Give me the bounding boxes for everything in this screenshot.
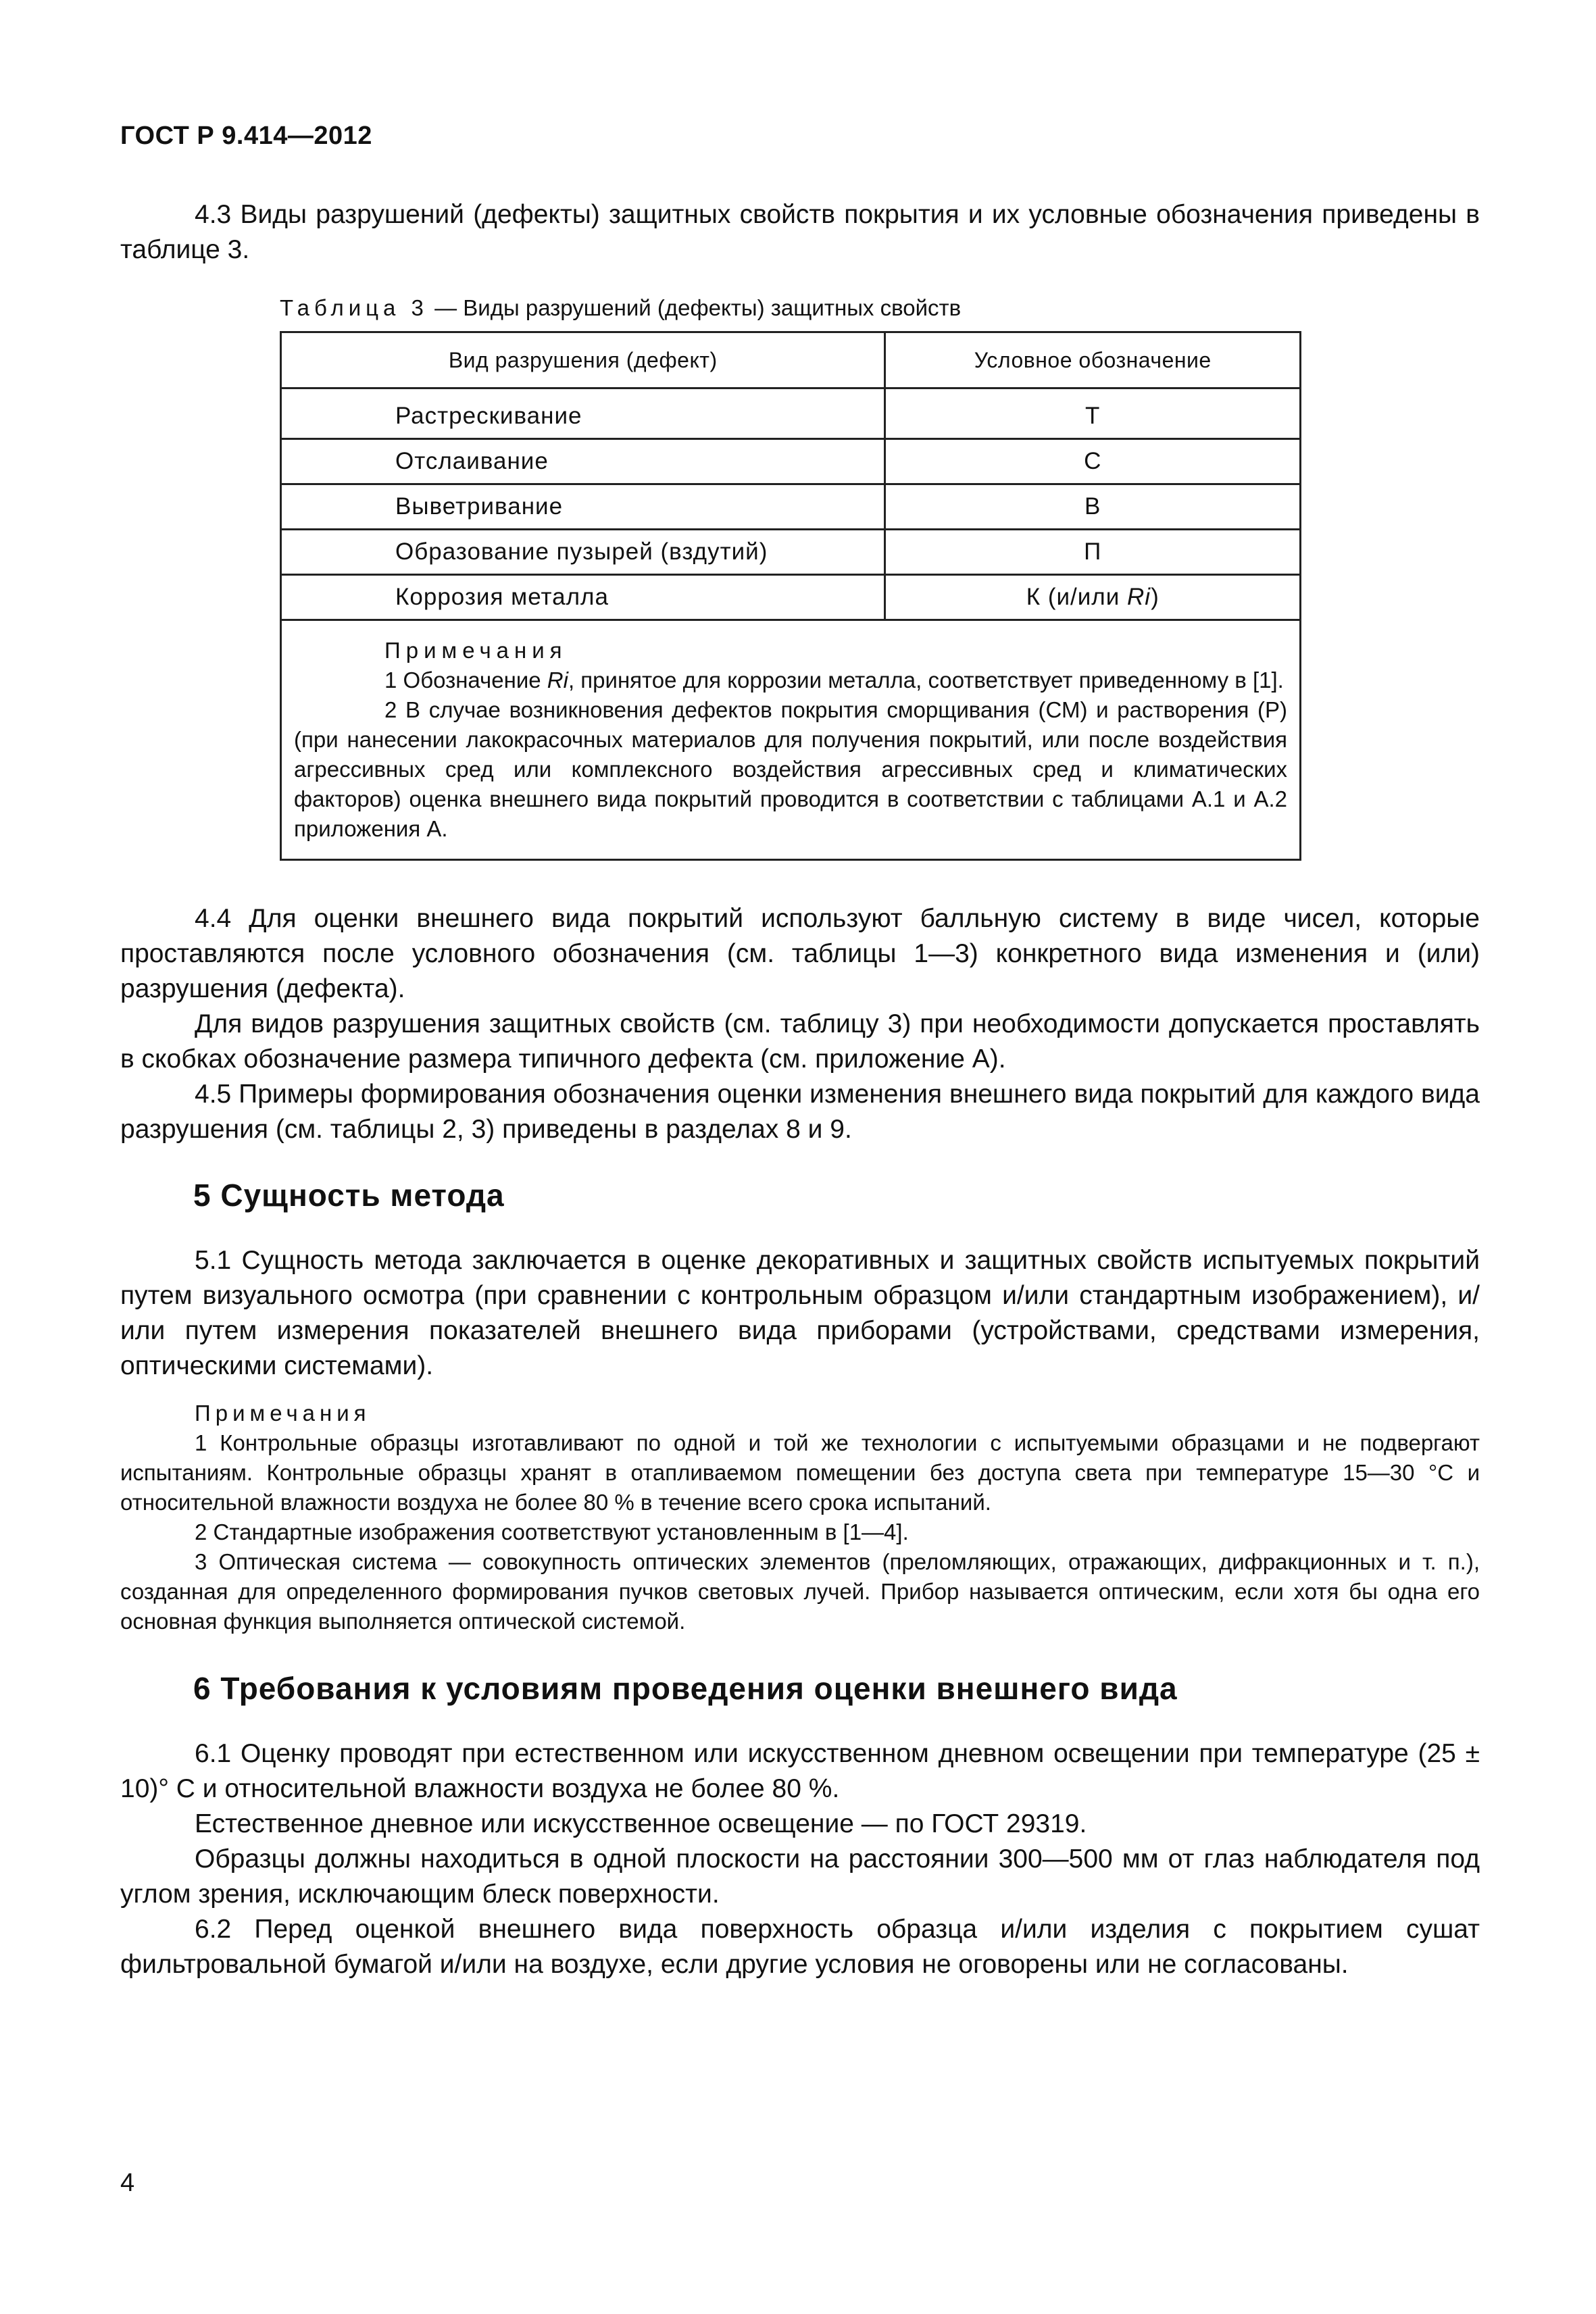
defect-name: Растрескивание [281,388,885,439]
table-row [281,575,1301,620]
defect-code: С [885,439,1301,484]
section-5-heading: 5 Сущность метода [193,1178,505,1213]
paragraph-4-3: 4.3 Виды разрушений (дефекты) защитных свойств покрытия и их условные обозначения приведены в таблице 3. [120,200,1480,264]
paragraph-6-2: 6.2 Перед оценкой внешнего вида поверхность образца и/или изделия с покрытием сушат фильтровальной бумагой и/или на воздухе, если другие условия не оговорены или не согласованы. [120,1915,1480,1979]
section-5-note-3: 3 Оптическая система — совокупность оптических элементов (преломляющих, отражающих, дифракционных и т. п.), созданная для определенного формирования пучков световых лучей. Прибор называется оптическим, если хотя бы одна его основная функция выполняется оптической системой. [120,1549,1480,1634]
defect-code [885,575,1301,620]
section-6-heading: 6 Требования к условиям проведения оценки внешнего вида [193,1671,1178,1706]
code-suffix: ) [1151,584,1159,610]
table-3 [280,331,1301,861]
paragraph-samples: Образцы должны находиться в одной плоскости на расстоянии 300—500 мм от глаз наблюдателя под углом зрения, исключающим блеск поверхности. [120,1844,1480,1909]
table-notes [281,620,1301,860]
defect-name: Отслаивание [281,439,885,484]
table-notes-row [281,620,1301,860]
defect-name: Выветривание [281,484,885,530]
table-row [281,530,1301,575]
section-5-note-1: 1 Контрольные образцы изготавливают по одной и той же технологии с испытуемыми образцами и не подвергают испытаниям. Контрольные образцы хранят в отапливаемом помещении без доступа света при температуре 15—30 °С и относительной влажности воздуха не более 80 % в течение всего срока испытаний. [120,1430,1480,1515]
paragraph-4-4-b: Для видов разрушения защитных свойств (см. таблицу 3) при необходимости допускается проставлять в скобках обозначение размера типичного дефекта (см. приложение А). [120,1009,1480,1074]
section-5-notes-title: Примечания [195,1401,371,1426]
paragraph-4-5: 4.5 Примеры формирования обозначения оценки изменения внешнего вида покрытий для каждого вида разрушения (см. таблицы 2, 3) приведены в разделах 8 и 9. [120,1080,1480,1144]
table-header-row [281,332,1301,388]
page-number: 4 [120,2169,135,2197]
table-row [281,388,1301,439]
paragraph-6-1: 6.1 Оценку проводят при естественном или искусственном дневном освещении при температуре (25 ± 10)° С и относительной влажности воздуха не более 80 %. [120,1739,1480,1803]
defect-name: Образование пузырей (вздутий) [281,530,885,575]
paragraph-lighting: Естественное дневное или искусственное освещение — по ГОСТ 29319. [195,1809,1087,1838]
defect-code: П [885,530,1301,575]
table-row [281,439,1301,484]
paragraph-4-4: 4.4 Для оценки внешнего вида покрытий используют балльную систему в виде чисел, которые проставляются после условного обозначения (см. таблицы 1—3) конкретного вида изменения и (или) разрушения (дефекта). [120,904,1480,1003]
col-header-code: Условное обозначение [885,332,1301,388]
defect-code: Т [885,388,1301,439]
table-note-1 [294,665,1287,695]
note1-suffix: , принятое для коррозии металла, соответствует приведенному в [1]. [568,668,1284,693]
table-note-2: 2 В случае возникновения дефектов покрытия сморщивания (СМ) и растворения (Р) (при нанесении лакокрасочных материалов для получения покрытий, или после воздействия агрессивных сред или комплексного воздействия агрессивных сред и климатических факторов) оценка внешнего вида покрытий проводится в соответствии с таблицами А.1 и А.2 приложения А. [294,697,1287,841]
col-header-defect: Вид разрушения (дефект) [281,332,885,388]
table-caption-text: — Виды разрушений (дефекты) защитных свойств [428,295,962,320]
code-italic: Ri [1127,584,1151,610]
note1-prefix: 1 Обозначение [384,668,547,693]
page-content [120,197,1480,1982]
notes-title: Примечания [384,638,568,663]
table-3-caption [280,293,1480,323]
defect-code: В [885,484,1301,530]
code-prefix: К (и/или [1026,584,1127,610]
document-header: ГОСТ Р 9.414—2012 [120,122,372,150]
paragraph-5-1: 5.1 Сущность метода заключается в оценке декоративных и защитных свойств испытуемых покрытий путем визуального осмотра (при сравнении с контрольным образцом и/или стандартным изображением), и/или путем измерения показателей внешнего вида приборами (устройствами, средствами измерения, оптическими системами). [120,1246,1480,1380]
note1-italic: Ri [547,668,568,693]
table-caption-label: Таблица 3 [280,295,428,320]
section-5-note-2: 2 Стандартные изображения соответствуют установленным в [1—4]. [195,1519,909,1544]
table-row [281,484,1301,530]
defect-name: Коррозия металла [281,575,885,620]
